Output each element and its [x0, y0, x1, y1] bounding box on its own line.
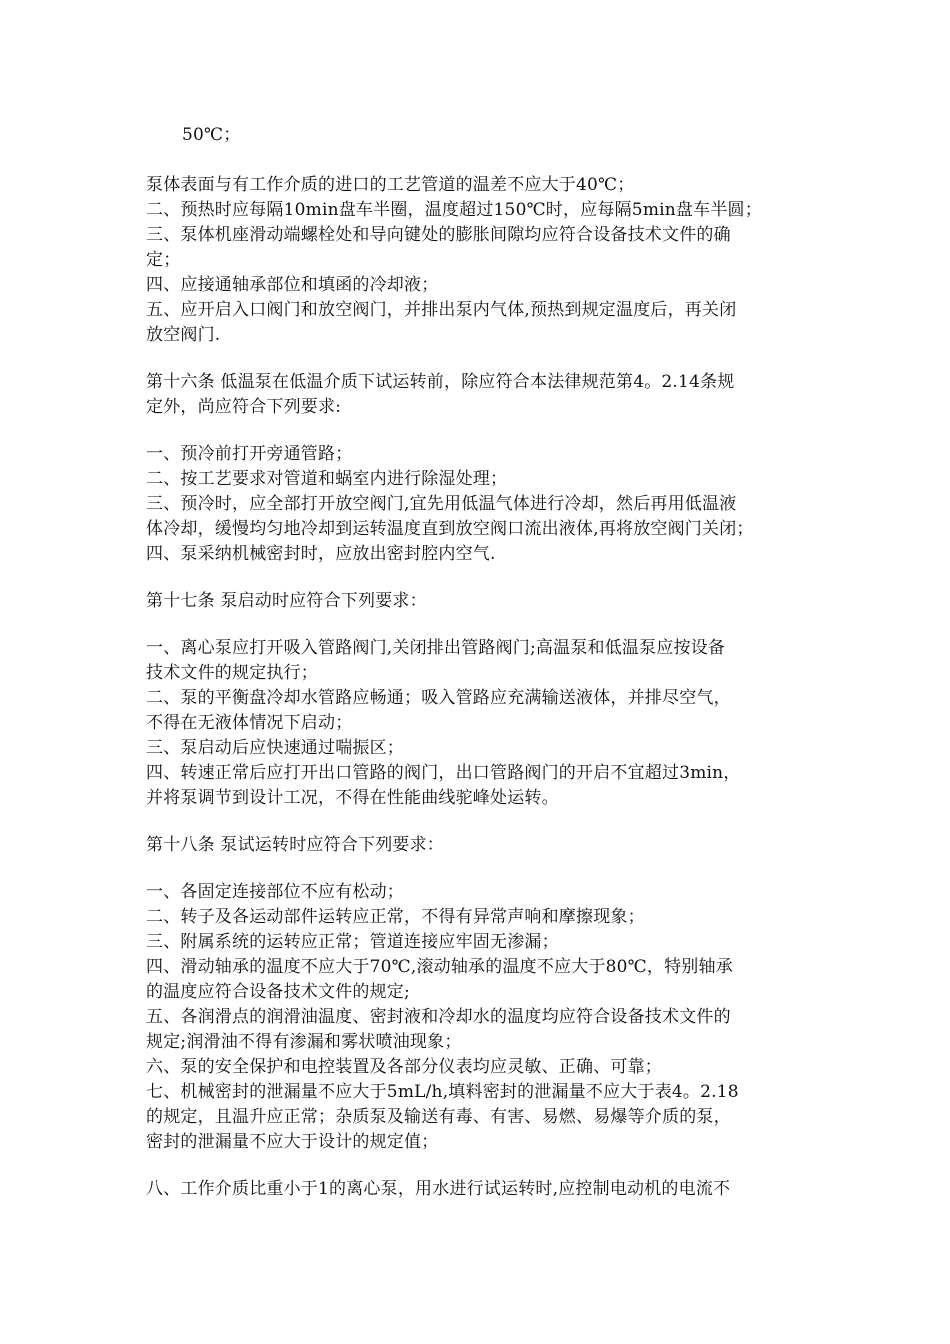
text-line: 技术文件的规定执行； — [146, 663, 318, 683]
text-line: 二、按工艺要求对管道和蜗室内进行除湿处理； — [146, 469, 508, 489]
text-line: 一、各固定连接部位不应有松动； — [146, 882, 404, 902]
text-line: 泵体表面与有工作介质的进口的工艺管道的温差不应大于40℃； — [146, 175, 635, 195]
text-line: 放空阀门. — [146, 325, 221, 345]
article-heading-16: 第十六条 低温泵在低温介质下试运转前，除应符合本法律规范第4。2.14条规 — [146, 372, 735, 392]
text-line: 二、泵的平衡盘冷却水管路应畅通；吸入管路应充满输送液体，并排尽空气， — [146, 688, 731, 708]
text-line: 四、转速正常后应打开出口管路的阀门，出口管路阀门的开启不宜超过3min， — [146, 763, 741, 783]
text-line: 五、应开启入口阀门和放空阀门，并排出泵内气体,预热到规定温度后，再关闭 — [146, 300, 737, 320]
text-line: 三、泵启动后应快速通过喘振区； — [146, 738, 404, 758]
text-line: 二、预热时应每隔10min盘车半圈，温度超过150℃时，应每隔5min盘车半圆； — [146, 200, 762, 220]
text-line: 三、预冷时，应全部打开放空阀门,宜先用低温气体进行冷却，然后再用低温液 — [146, 494, 737, 514]
text-line: 一、预冷前打开旁通管路； — [146, 444, 353, 464]
text-line: 一、离心泵应打开吸入管路阀门,关闭排出管路阀门;高温泵和低温泵应按设备 — [146, 638, 726, 658]
text-line: 二、转子及各运动部件运转应正常，不得有异常声响和摩擦现象； — [146, 907, 645, 927]
text-line: 体冷却，缓慢均匀地冷却到运转温度直到放空阀口流出液体,再将放空阀门关闭； — [146, 519, 754, 539]
text-line: 七、机械密封的泄漏量不应大于5mL/h,填料密封的泄漏量不应大于表4。2.18 — [146, 1082, 739, 1102]
text-line: 六、泵的安全保护和电控装置及各部分仪表均应灵敏、正确、可靠； — [146, 1057, 662, 1077]
text-line: 四、应接通轴承部位和填函的冷却液； — [146, 275, 439, 295]
text-line: 的温度应符合设备技术文件的规定; — [146, 982, 410, 1002]
text-line: 八、工作介质比重小于1的离心泵，用水进行试运转时,应控制电动机的电流不 — [146, 1179, 731, 1199]
text-line: 的规定，且温升应正常；杂质泵及输送有毒、有害、易燃、易爆等介质的泵， — [146, 1107, 731, 1127]
article-heading-18: 第十八条 泵试运转时应符合下列要求： — [146, 835, 445, 855]
text-line-continuation: 50℃； — [182, 125, 241, 145]
text-line: 不得在无液体情况下启动； — [146, 713, 353, 733]
text-line: 五、各润滑点的润滑油温度、密封液和冷却水的温度均应符合设备技术文件的 — [146, 1007, 731, 1027]
text-line: 规定;润滑油不得有渗漏和雾状喷油现象； — [146, 1032, 462, 1052]
text-line: 并将泵调节到设计工况，不得在性能曲线驼峰处运转。 — [146, 788, 559, 808]
text-line: 三、泵体机座滑动端螺栓处和导向键处的膨胀间隙均应符合设备技术文件的确 — [146, 225, 731, 245]
text-line: 定外，尚应符合下列要求: — [146, 397, 342, 417]
text-line: 四、滑动轴承的温度不应大于70℃,滚动轴承的温度不应大于80℃，特别轴承 — [146, 957, 733, 977]
text-line: 密封的泄漏量不应大于设计的规定值； — [146, 1132, 439, 1152]
text-line: 四、泵采纳机械密封时，应放出密封腔内空气. — [146, 544, 496, 564]
text-line: 定； — [146, 250, 181, 270]
article-heading-17: 第十七条 泵启动时应符合下列要求： — [146, 591, 427, 611]
text-line: 三、附属系统的运转应正常；管道连接应牢固无渗漏； — [146, 932, 559, 952]
